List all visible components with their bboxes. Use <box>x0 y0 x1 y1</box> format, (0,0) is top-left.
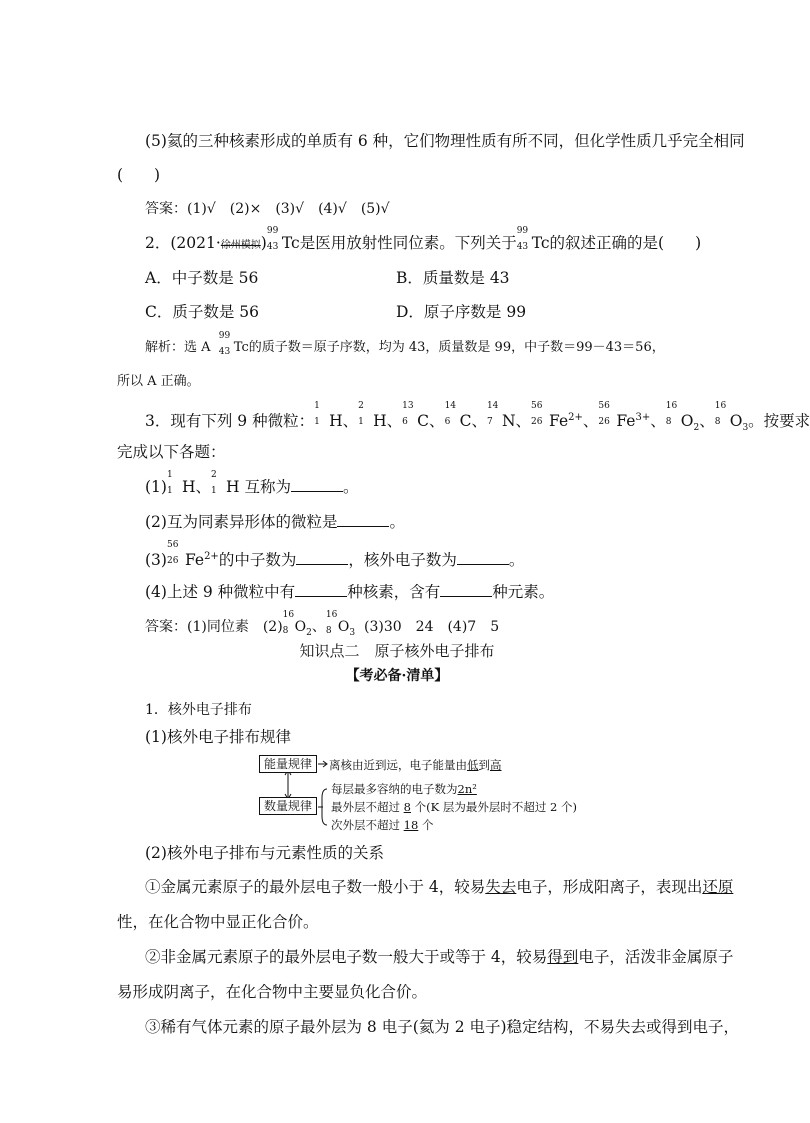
isotope-notation: 56 26 <box>598 401 610 427</box>
rule-max-per-shell: 每层最多容纳的电子数为2n² <box>331 782 477 796</box>
answer-blank[interactable] <box>295 582 347 597</box>
isotope-notation: 16 8 <box>665 401 678 427</box>
question-5-line2: ( ) <box>117 166 161 184</box>
paragraph-1-line2: 性，在化合物中显正化合价。 <box>117 913 319 931</box>
option-a: A．中子数是 56 <box>145 269 259 287</box>
question-2: 2．(2021·徐州模拟) 99 43 Tc是医用放射性同位素。下列关于 99 43 Tc的叙述正确的是( ) <box>145 226 702 252</box>
paragraph-3-line1: ③稀有气体元素的原子最外层为 8 电子(氦为 2 电子)稳定结构，不易失去或得到电子， <box>145 1018 740 1036</box>
isotope-notation: 13 6 <box>402 401 414 427</box>
isotope-notation: 2 1 <box>358 401 364 427</box>
rule-energy: 离核由近到远，电子能量由低到高 <box>329 758 502 772</box>
isotope-notation: 14 6 <box>444 401 457 427</box>
answer-1: 答案：(1)√ (2)× (3)√ (4)√ (5)√ <box>145 201 390 217</box>
option-b: B．质量数是 43 <box>396 269 510 287</box>
answer-blank[interactable] <box>337 512 389 527</box>
sub-question-4: (4)上述 9 种微粒中有 种核素，含有 种元素。 <box>145 583 555 601</box>
question-5-line1: (5)氦的三种核素形成的单质有 6 种，它们物理性质有所不同，但化学性质几乎完全相同 <box>145 132 745 150</box>
answer-3: 答案：(1)同位素 (2) 16 8 $O_2$、 16 8 $O_3$ (3)30 24 (4)7 5 <box>145 610 500 638</box>
heading-2: (2)核外电子排布与元素性质的关系 <box>145 844 384 862</box>
isotope-notation: 16 8 <box>714 401 727 427</box>
question-3-line2: 完成以下各题： <box>117 443 226 461</box>
paragraph-2-line2: 易形成阴离子，在化合物中主要显负化合价。 <box>117 983 428 1001</box>
section-title: 知识点二 原子核外电子排布 <box>299 642 495 660</box>
sub-question-3: (3) 56 26 $Fe^{2+}$的中子数为 ，核外电子数为 。 <box>145 540 525 570</box>
question-3: 3．现有下列 9 种微粒： 1 1 H、 2 1 H、 13 6 C、 14 6 C、 14 7 N、 56 26 $Fe^{2+}$、 56 26 $Fe^{3+}$、 16 8 $O_2$、 16 8 $O_3$。按要求 <box>145 401 810 434</box>
isotope-notation: 14 7 <box>486 401 499 427</box>
paragraph-2-line1: ②非金属元素原子的最外层电子数一般大于或等于 4，较易得到电子，活泼非金属原子 <box>145 948 734 966</box>
particle-list: 1 1 H、 2 1 H、 13 6 C、 14 6 C、 14 7 N、 56 26 $Fe^{2+}$、 56 26 $Fe^{3+}$、 16 8 $O_2$、 16 8 $O_3$ <box>314 401 749 434</box>
heading-1a: (1)核外电子排布规律 <box>145 728 291 746</box>
rule-second-outer: 次外层不超过 18 个 <box>331 818 434 832</box>
quantity-rule-box: 数量规律 <box>259 797 317 815</box>
option-c: C．质子数是 56 <box>145 303 260 321</box>
answer-blank[interactable] <box>291 477 343 492</box>
sub-question-1: (1) 1 1 H、 2 1 H 互称为 。 <box>145 470 359 496</box>
sub-question-2: (2)互为同素异形体的微粒是 。 <box>145 513 405 531</box>
answer-blank[interactable] <box>457 550 509 565</box>
isotope-notation: 1 1 <box>314 401 320 427</box>
section-subtitle: 【考必备·清单】 <box>345 668 449 684</box>
rule-outer-shell: 最外层不超过 8 个(K 层为最外层时不超过 2 个) <box>331 800 577 814</box>
heading-1: 1．核外电子排布 <box>145 702 252 718</box>
energy-rule-box: 能量规律 <box>259 755 317 773</box>
answer-blank[interactable] <box>440 582 492 597</box>
explanation-2-line2: 所以 A 正确。 <box>117 374 200 389</box>
paragraph-1-line1: ①金属元素原子的最外层电子数一般小于 4，较易失去电子，形成阳离子，表现出还原 <box>145 878 734 896</box>
source-note: 徐州模拟 <box>220 240 261 251</box>
option-d: D．原子序数是 99 <box>396 303 527 321</box>
isotope-notation: 56 26 <box>531 401 543 427</box>
answer-blank[interactable] <box>296 550 348 565</box>
explanation-2: 解析：选 A 99 43 Tc的质子数＝原子序数，均为 43，质量数是 99，中子数＝99－43＝56， <box>145 331 665 357</box>
